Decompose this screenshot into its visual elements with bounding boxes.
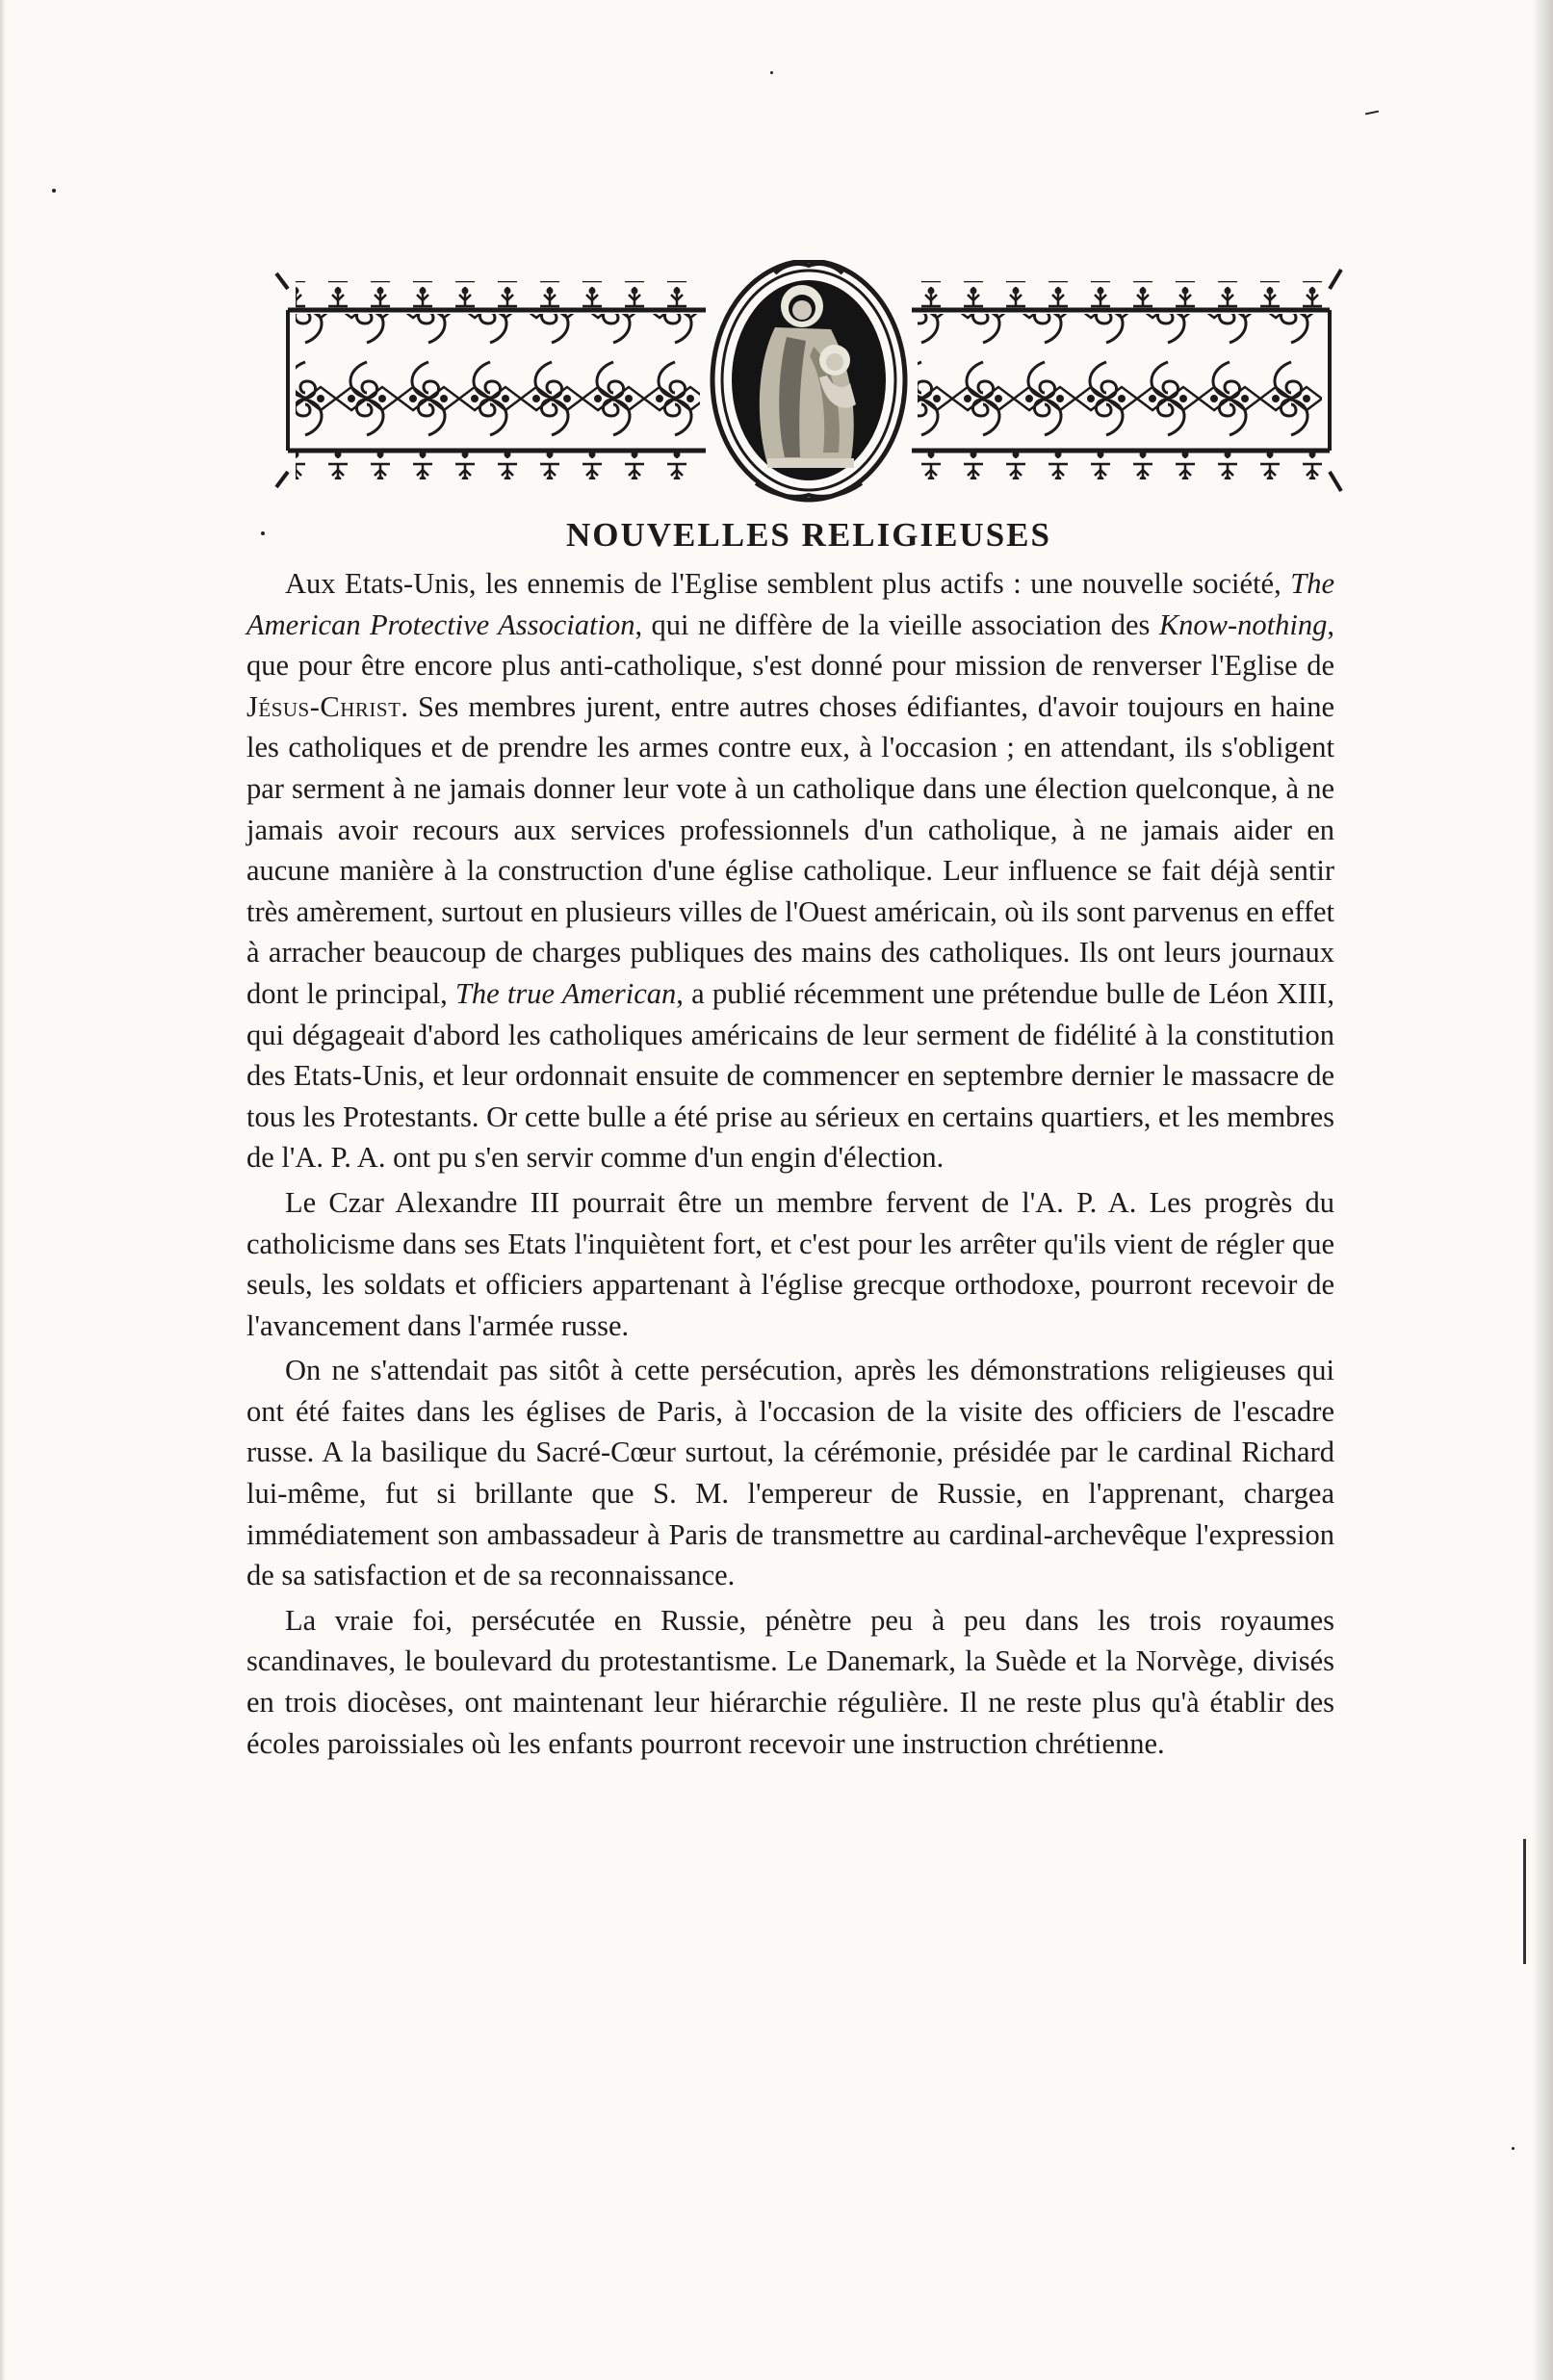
scan-speck: [1512, 2147, 1514, 2150]
decorative-header-band: [274, 260, 1343, 505]
article-paragraph: [246, 1350, 1334, 1596]
text-run: , que pour être encore plus anti-catholique, s'est donné pour mission de renverser l'Eglise de: [246, 608, 1334, 683]
page-edge-left: [0, 0, 6, 2380]
article-paragraph: [246, 1600, 1334, 1764]
ornament-frieze-left: [276, 273, 706, 487]
text-run: Le Czar Alexandre III pourrait être un membre fervent de l'A. P. A. Les progrès du catholicisme dans ses Etats l'inquiètent fort, et c'est pour les arrêter qu'ils vient de régler que seuls, les soldats et officiers appartenant à l'église grecque orthodoxe, pourront recevoir de l'avancement dans l'armée russe.: [246, 1185, 1334, 1342]
madonna-and-child-medallion-icon: [712, 261, 905, 500]
scan-speck: [770, 71, 773, 74]
article-title: NOUVELLES RELIGIEUSES: [566, 516, 1051, 554]
text-run: , qui ne diffère de la vieille association des: [634, 608, 1159, 641]
scan-speck: [1523, 1839, 1526, 1964]
text-run: , a publié récemment une prétendue bulle de Léon XIII, qui dégageait d'abord les catholiques américains de leur serment de fidélité à la constitution des Etats-Unis, et leur ordonnait ensuite de commencer en septembre dernier le massacre de tous les Protestants. Or cette bulle a été prise au sérieux en certains quartiers, et les membres de l'A. P. A. ont pu s'en servir comme d'un engin d'élection.: [246, 976, 1335, 1175]
italic-title-run: Know-nothing: [1158, 608, 1328, 641]
article-body: [246, 563, 1334, 1764]
page-edge-right: [1532, 0, 1553, 2380]
text-run: On ne s'attendait pas sitôt à cette persécution, après les démonstrations religieuses qui ont été faites dans les églises de Paris, à l'occasion de la visite des officiers de l'escadre russe. A la basilique du Sacré-Cœur surtout, la cérémonie, présidée par le cardinal Richard lui-même, fut si brillante que S. M. l'empereur de Russie, en l'apprenant, chargea immédiatement son ambassadeur à Paris de transmettre au cardinal-archevêque l'expression de sa satisfaction et de sa reconnaissance.: [246, 1354, 1334, 1592]
italic-title-run: The true American: [454, 976, 677, 1010]
italic-title-run: The American Protective Association: [246, 567, 1334, 641]
scan-speck: [261, 531, 265, 535]
article-paragraph: [246, 1182, 1334, 1346]
scan-speck: [1365, 111, 1379, 116]
article-paragraph: [246, 563, 1334, 1178]
small-caps-run: Jésus-Christ: [246, 689, 401, 723]
text-run: . Ses membres jurent, entre autres choses édifiantes, d'avoir toujours en haine les catholiques et de prendre les armes contre eux, à l'occasion ; en attendant, ils s'obligent par serment à ne jamais donner leur vote à un catholique dans une élection quelconque, à ne jamais avoir recours aux services professionnels d'un catholique, à ne jamais aider en aucune manière à la construction d'une église catholique. Leur influence se fait déjà sentir très amèrement, surtout en plusieurs villes de l'Ouest américain, où ils sont parvenus en effet à arracher beaucoup de charges publiques des mains des catholiques. Ils ont leurs journaux dont le principal,: [246, 689, 1334, 1010]
text-run: La vraie foi, persécutée en Russie, pénètre peu à peu dans les trois royaumes scandinaves, le boulevard du protestantisme. Le Danemark, la Suède et la Norvège, divisés en trois diocèses, ont maintenant leur hiérarchie régulière. Il ne reste plus qu'à établir des écoles paroissiales où les enfants pourront recevoir une instruction chrétienne.: [246, 1603, 1334, 1760]
scan-speck: [52, 189, 56, 193]
text-run: Aux Etats-Unis, les ennemis de l'Eglise semblent plus actifs : une nouvelle société,: [285, 567, 1291, 600]
ornament-frieze-right: [912, 270, 1341, 491]
